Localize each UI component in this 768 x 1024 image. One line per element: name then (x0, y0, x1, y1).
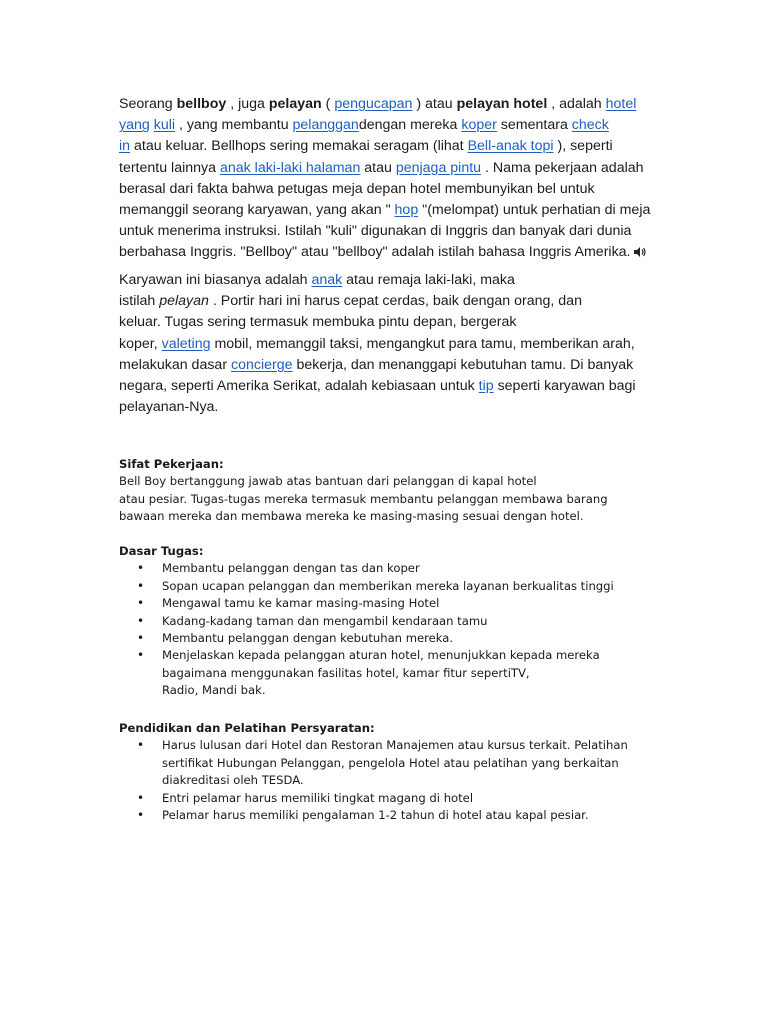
bullet-list (119, 560, 679, 699)
term-bellboy: bellboy (176, 96, 227, 112)
section-heading: Pendidikan dan Pelatihan Persyaratan: (119, 721, 375, 735)
speaker-icon[interactable] (634, 247, 646, 257)
term-pelayan-italic: pelayan (159, 293, 209, 310)
body-line: bawaan mereka dan membawa mereka ke masing-masing sesuai dengan hotel. (119, 509, 584, 524)
text: . Nama pekerjaan adalah (481, 159, 644, 176)
text: ) atau (412, 96, 457, 112)
text: mobil, memanggil taksi, mengangkut para tamu, memberikan arah, (210, 335, 635, 352)
text: tertentu lainnya (119, 159, 220, 176)
intro-paragraph (119, 94, 659, 264)
text: , juga (226, 96, 269, 112)
body-line: atau pesiar. Tugas-tugas mereka termasuk membantu pelanggan membawa barang (119, 491, 608, 506)
link-anak[interactable]: anak (311, 272, 343, 288)
text: Karyawan ini biasanya adalah (119, 272, 312, 288)
list-item-line: diakreditasi oleh TESDA. (162, 773, 304, 788)
intro-line-7: untuk menerima instruksi. Istilah "kuli" digunakan di Inggris dan banyak dari dunia (119, 223, 632, 240)
section-dasar-tugas (119, 543, 679, 700)
link-kuli[interactable]: kuli (153, 117, 176, 134)
text: berbahasa Inggris. "Bellboy" atau "bellboy" adalah istilah bahasa Inggris Amerika. (119, 244, 631, 261)
link-tip[interactable]: tip (478, 378, 494, 395)
section-pendidikan-pelatihan (119, 720, 679, 824)
para2-line-7: pelayanan-Nya. (119, 399, 219, 416)
list-item-line: • Menjelaskan kepada pelanggan aturan hotel, menunjukkan kepada mereka (162, 648, 600, 663)
text: seperti karyawan bagi (493, 378, 636, 395)
list-item: • Kadang-kadang taman dan mengambil kendaraan tamu (119, 613, 679, 630)
text: atau (360, 159, 396, 176)
link-check[interactable]: check (571, 117, 609, 134)
intro-line-5: berasal dari fakta bahwa petugas meja depan hotel membunyikan bel untuk (119, 180, 595, 197)
text: atau remaja laki-laki, maka (342, 272, 515, 288)
link-valeting[interactable]: valeting (161, 335, 211, 352)
para2-line-1 (119, 270, 659, 291)
para2-line-6 (119, 376, 659, 397)
link-penjaga-pintu[interactable]: penjaga pintu (395, 159, 482, 176)
list-item: • Entri pelamar harus memiliki tingkat magang di hotel (119, 790, 679, 807)
term-pelayan: pelayan (268, 96, 322, 112)
link-hop[interactable]: hop (394, 202, 419, 219)
text: atau keluar. Bellhops sering memakai seragam (lihat (130, 138, 468, 155)
link-pengucapan[interactable]: pengucapan (334, 96, 413, 112)
list-item-line: • Harus lulusan dari Hotel dan Restoran Manajemen atau kursus terkait. Pelatihan (162, 738, 628, 753)
list-item-line: sertifikat Hubungan Pelanggan, pengelola Hotel atau pelatihan yang berkaitan (162, 755, 619, 770)
intro-line-8 (119, 242, 659, 263)
second-paragraph (119, 270, 659, 418)
text: bekerja, dan menanggapi kebutuhan tamu. Di banyak (292, 356, 634, 373)
list-item: • Membantu pelanggan dengan tas dan koper (119, 560, 679, 577)
para2-line-5 (119, 355, 659, 376)
intro-line-2 (119, 115, 659, 136)
intro-line-6 (119, 200, 659, 221)
intro-line-4 (119, 158, 659, 179)
bullet-list (119, 737, 679, 824)
list-item: • Membantu pelanggan dengan kebutuhan mereka. (119, 630, 679, 647)
text: ( (321, 96, 335, 112)
body-line: Bell Boy bertanggung jawab atas bantuan dari pelanggan di kapal hotel (119, 474, 537, 489)
link-hotel[interactable]: hotel (605, 96, 637, 112)
text: dengan mereka (358, 117, 462, 134)
text: sementara (496, 117, 572, 134)
link-anak-laki-laki-halaman[interactable]: anak laki-laki halaman (219, 159, 361, 176)
term-pelayan-hotel: pelayan hotel (456, 96, 548, 112)
text: ), seperti (553, 138, 613, 155)
section-heading: Sifat Pekerjaan: (119, 457, 224, 471)
text: istilah (119, 293, 160, 310)
list-item-line: Radio, Mandi bak. (162, 683, 266, 698)
text: negara, seperti Amerika Serikat, adalah kebiasaan untuk (119, 378, 479, 395)
text: , adalah (547, 96, 606, 112)
text: Seorang (119, 96, 177, 112)
list-item (119, 647, 679, 699)
list-item: • Pelamar harus memiliki pengalaman 1-2 tahun di hotel atau kapal pesiar. (119, 807, 679, 824)
intro-line-3 (119, 136, 659, 157)
intro-line-1 (119, 94, 659, 115)
list-item: • Sopan ucapan pelanggan dan memberikan mereka layanan berkualitas tinggi (119, 578, 679, 595)
para2-line-2 (119, 291, 659, 312)
text: koper, (119, 335, 162, 352)
link-pelanggan[interactable]: pelanggan (292, 117, 359, 134)
list-item-line: bagaimana menggunakan fasilitas hotel, kamar fitur sepertiTV, (162, 665, 530, 680)
text: "(melompat) untuk perhatian di meja (418, 202, 651, 219)
para2-line-4 (119, 334, 659, 355)
link-koper[interactable]: koper (461, 117, 497, 134)
list-item: • Mengawal tamu ke kamar masing-masing Hotel (119, 595, 679, 612)
list-item (119, 737, 679, 789)
link-concierge[interactable]: concierge (230, 356, 293, 373)
link-bell-anak-topi[interactable]: Bell-anak topi (467, 138, 554, 155)
text: melakukan dasar (119, 356, 231, 373)
text: . Portir hari ini harus cepat cerdas, baik dengan orang, dan (208, 293, 582, 310)
text: , yang membantu (175, 117, 293, 134)
link-yang[interactable]: yang (119, 117, 150, 134)
text: memanggil seorang karyawan, yang akan " (119, 202, 395, 219)
section-sifat-pekerjaan (119, 456, 679, 526)
para2-line-3: keluar. Tugas sering termasuk membuka pintu depan, bergerak (119, 314, 517, 331)
section-heading: Dasar Tugas: (119, 544, 204, 558)
link-in[interactable]: in (119, 138, 131, 155)
